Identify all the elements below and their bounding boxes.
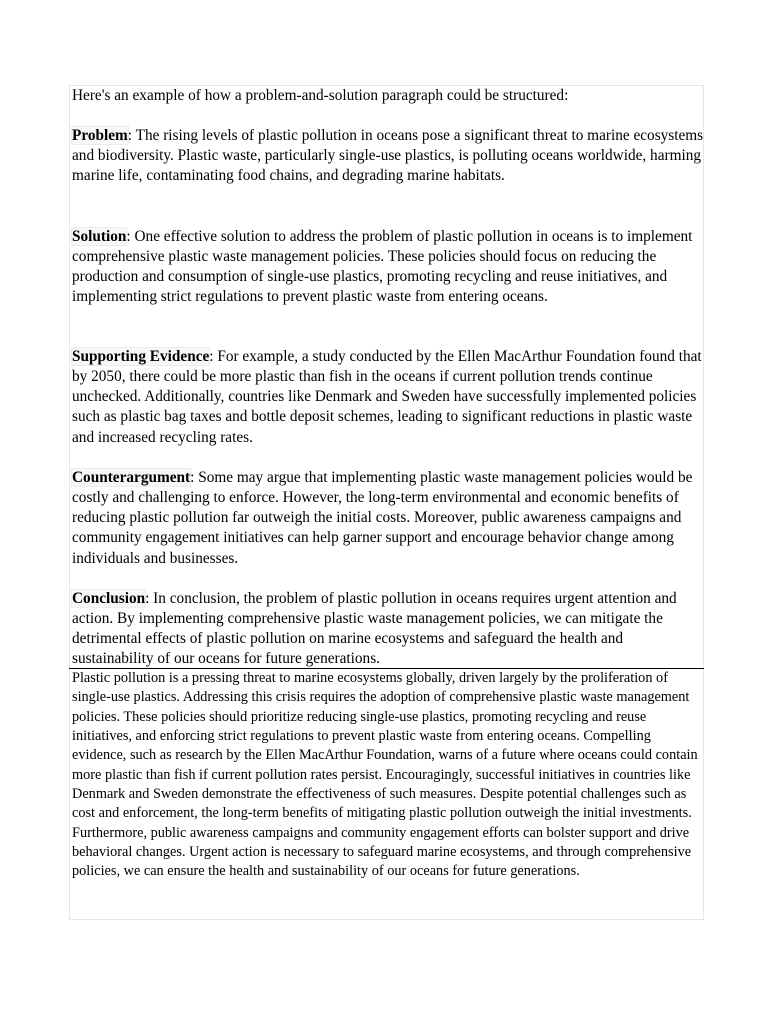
conclusion-paragraph (72, 589, 708, 670)
counterargument-text: : Some may argue that implementing plastic waste management policies would be costly and challenging to enforce. However, the long-term environmental and economic benefits of reducing plastic pollution far outweigh the initial costs. Moreover, public awareness campaigns and community engagement initiatives can help garner support and encourage behavior change among individuals and businesses. (72, 469, 693, 567)
problem-heading: Problem (72, 127, 128, 144)
problem-paragraph (72, 126, 708, 186)
solution-text: : One effective solution to address the problem of plastic pollution in oceans is to implement comprehensive plastic waste management policies. These policies should focus on reducing the production and consumption of single-use plastics, promoting recycling and reuse initiatives, and implementing strict regulations to prevent plastic waste from entering oceans. (72, 228, 693, 306)
summary-paragraph: Plastic pollution is a pressing threat to marine ecosystems globally, driven largely by the proliferation of single-use plastics. Addressing this crisis requires the adoption of comprehensive plastic waste management policies. These policies should prioritize reducing single-use plastics, promoting recycling and reuse initiatives, and enforcing strict regulations to prevent plastic waste from entering oceans. Compelling evidence, such as research by the Ellen MacArthur Foundation, warns of a future where oceans could contain more plastic than fish if current pollution rates persist. Encouragingly, successful initiatives in countries like Denmark and Sweden demonstrate the effectiveness of such measures. Despite potential challenges such as cost and enforcement, the long-term benefits of mitigating plastic pollution outweigh the initial investments. Furthermore, public awareness campaigns and community engagement efforts can bolster support and drive behavioral changes. Urgent action is necessary to safeguard marine ecosystems, and through comprehensive policies, we can ensure the health and sustainability of our oceans for future generations. (72, 670, 698, 880)
supporting-evidence-paragraph (72, 347, 708, 448)
solution-paragraph (72, 227, 708, 308)
conclusion-heading: Conclusion (72, 590, 146, 607)
solution-heading: Solution (72, 228, 127, 245)
counterargument-heading: Counterargument (72, 469, 191, 486)
intro-line: Here's an example of how a problem-and-solution paragraph could be structured: (72, 87, 569, 104)
conclusion-text: : In conclusion, the problem of plastic pollution in oceans requires urgent attention and action. By implementing comprehensive plastic waste management policies, we can mitigate the detrimental effects of plastic pollution on marine ecosystems and safeguard the health and sustainability of our oceans for future generations. (72, 590, 677, 668)
problem-text: : The rising levels of plastic pollution in oceans pose a significant threat to marine ecosystems and biodiversity. Plastic waste, particularly single-use plastics, is polluting oceans worldwide, harming marine life, contaminating food chains, and degrading marine habitats. (72, 127, 704, 185)
counterargument-paragraph (72, 468, 708, 569)
supporting-evidence-text: : For example, a study conducted by the Ellen MacArthur Foundation found that by 2050, there could be more plastic than fish in the oceans if current pollution trends continue unchecked. Additionally, countries like Denmark and Sweden have successfully implemented policies such as plastic bag taxes and bottle deposit schemes, leading to significant reductions in plastic waste and increased recycling rates. (72, 348, 702, 446)
supporting-evidence-heading: Supporting Evidence (72, 348, 210, 365)
